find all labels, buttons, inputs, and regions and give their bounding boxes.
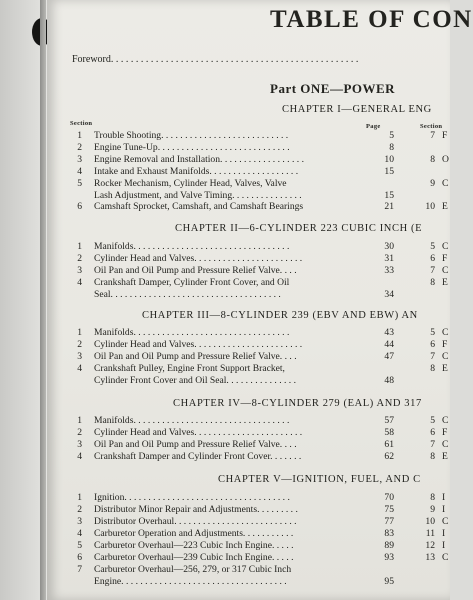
- toc-row: 2 Distributor Minor Repair and Adjustments. . . . . . . . . 75 9 I: [77, 504, 446, 515]
- toc-row: 4 Carburetor Operation and Adjustments. . . . . . . . . . . 83 11 I: [77, 528, 446, 539]
- toc-row: Engine. . . . . . . . . . . . . . . . . . . . . . . . . . . . . . . . . . . 95: [94, 576, 394, 587]
- toc-row: Lash Adjustment, and Valve Timing. . . . . . . . . . . . . . . 15: [94, 190, 394, 201]
- toc-row: 4 Crankshaft Damper and Cylinder Front Cover. . . . . . . 62 8 E: [77, 451, 448, 462]
- toc-row: 3 Oil Pan and Oil Pump and Pressure Relief Valve. . . . 47 7 C: [77, 351, 449, 362]
- part-heading: Part ONE—POWER: [270, 81, 396, 96]
- toc-row: 1 Trouble Shooting. . . . . . . . . . . . . . . . . . . . . . . . . . . 5 7 F: [77, 130, 448, 141]
- toc-row: 3 Oil Pan and Oil Pump and Pressure Relief Valve. . . . 61 7 C: [77, 439, 449, 450]
- foreword-entry: Foreword. . . . . . . . . . . . . . . . . . . . . . . . . . . . . . . . . . . . . . . . . . . . . . . . . .: [72, 54, 359, 65]
- toc-row: 1 Manifolds. . . . . . . . . . . . . . . . . . . . . . . . . . . . . . . . . 57 5 C: [77, 415, 449, 426]
- chapter-heading: CHAPTER II—6-CYLINDER 223 CUBIC INCH (E: [175, 223, 423, 234]
- toc-row: 4 Crankshaft Pulley, Engine Front Support Bracket, 8 E: [77, 363, 448, 374]
- toc-row: 6 Carburetor Overhaul—239 Cubic Inch Engine. . . . . 93 13 C: [77, 552, 449, 563]
- toc-row: 7 Carburetor Overhaul—256, 279, or 317 Cubic Inch: [77, 564, 292, 575]
- section-label: Section: [70, 120, 93, 127]
- toc-row: 1 Manifolds. . . . . . . . . . . . . . . . . . . . . . . . . . . . . . . . . 30 5 C: [77, 241, 449, 252]
- binding-spine: [40, 0, 46, 600]
- toc-row: Seal. . . . . . . . . . . . . . . . . . . . . . . . . . . . . . . . . . . . 34: [94, 289, 394, 300]
- chapter-heading: CHAPTER V—IGNITION, FUEL, AND C: [218, 474, 421, 485]
- page-label: Page: [366, 123, 381, 130]
- toc-row: 5 Carburetor Overhaul—223 Cubic Inch Engine. . . . . 89 12 I: [77, 540, 446, 551]
- chapter-heading: CHAPTER III—8-CYLINDER 239 (EBV AND EBW) AN: [142, 310, 418, 321]
- toc-row: 2 Cylinder Head and Valves. . . . . . . . . . . . . . . . . . . . . . . 58 6 F: [77, 427, 448, 438]
- toc-row: Cylinder Front Cover and Oil Seal. . . . . . . . . . . . . . . 48: [94, 375, 394, 386]
- toc-row: 2 Cylinder Head and Valves. . . . . . . . . . . . . . . . . . . . . . . 31 6 F: [77, 253, 448, 264]
- toc-row: 1 Manifolds. . . . . . . . . . . . . . . . . . . . . . . . . . . . . . . . . 43 5 C: [77, 327, 449, 338]
- toc-row: 1 Ignition. . . . . . . . . . . . . . . . . . . . . . . . . . . . . . . . . . . 70 8 I: [77, 492, 446, 503]
- toc-row: 3 Distributor Overhaul. . . . . . . . . . . . . . . . . . . . . . . . . . 77 10 C: [77, 516, 449, 527]
- toc-row: 4 Intake and Exhaust Manifolds. . . . . . . . . . . . . . . . . . . 15: [77, 166, 394, 177]
- chapter-heading: CHAPTER I—GENERAL ENG: [282, 104, 432, 115]
- toc-row: 3 Engine Removal and Installation. . . . . . . . . . . . . . . . . . 10 8 O: [77, 154, 449, 165]
- chapter-heading: CHAPTER IV—8-CYLINDER 279 (EAL) AND 317: [173, 398, 422, 409]
- section-label-right: Section: [420, 123, 443, 130]
- toc-row: 5 Rocker Mechanism, Cylinder Head, Valves, Valve 9 C: [77, 178, 449, 189]
- page-title: TABLE OF CON: [270, 6, 473, 33]
- toc-row: 4 Crankshaft Damper, Cylinder Front Cover, and Oil 8 E: [77, 277, 448, 288]
- toc-row: 2 Cylinder Head and Valves. . . . . . . . . . . . . . . . . . . . . . . 44 6 F: [77, 339, 448, 350]
- toc-row: 2 Engine Tune-Up. . . . . . . . . . . . . . . . . . . . . . . . . . . . 8: [77, 142, 394, 153]
- toc-row: 6 Camshaft Sprocket, Camshaft, and Camshaft Bearings 21 10 E: [77, 201, 448, 212]
- toc-row: 3 Oil Pan and Oil Pump and Pressure Relief Valve. . . . 33 7 C: [77, 265, 449, 276]
